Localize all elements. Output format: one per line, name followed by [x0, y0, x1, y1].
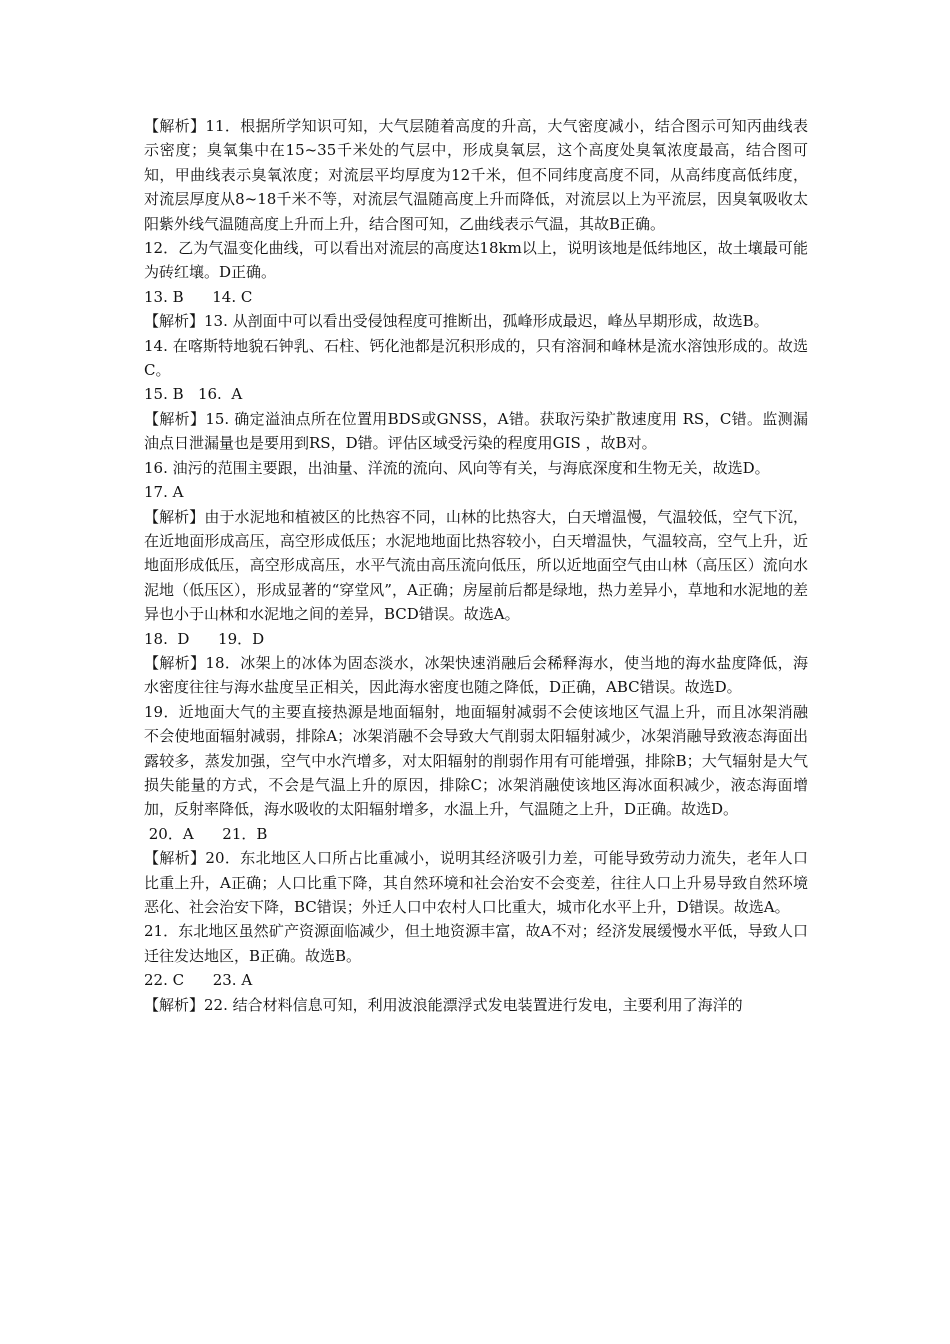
- analysis-q12: 12．乙为气温变化曲线，可以看出对流层的高度达18km以上，说明该地是低纬地区，故土壤最可能为砖红壤。D正确。: [144, 239, 808, 282]
- answer-q13-q14: 13. B 14. C: [144, 287, 253, 306]
- answer-q18-q19: 18. D 19．D: [144, 629, 265, 648]
- analysis-q22: 【解析】22. 结合材料信息可知，利用波浪能漂浮式发电装置进行发电，主要利用了海洋的: [144, 995, 743, 1014]
- answer-q22-q23: 22. C 23. A: [144, 971, 253, 990]
- answer-q20-q21: 20．A 21．B: [144, 824, 268, 843]
- analysis-q18: 【解析】18．冰架上的冰体为固态淡水，冰架快速消融后会稀释海水，使当地的海水盐度降低，海水密度往往与海水盐度呈正相关，因此海水密度也随之降低，D正确，ABC错误。故选D。: [144, 653, 808, 697]
- analysis-q16: 16. 油污的范围主要跟，出油量、洋流的流向、风向等有关，与海底深度和生物无关，故选D。: [144, 458, 770, 477]
- analysis-q13: 【解析】13. 从剖面中可以看出受侵蚀程度可推断出，孤峰形成最迟，峰丛早期形成，故选B。: [144, 312, 769, 331]
- analysis-q11: 【解析】11．根据所学知识可知，大气层随着高度的升高，大气密度减小，结合图示可知丙曲线表示密度；臭氧集中在15~35千米处的气层中，形成臭氧层，这个高度处臭氧浓度最高，结合图可知，甲曲线表示臭氧浓度；对流层平均厚度为12千米，但不同纬度高度不同，从高纬度高低纬度，对流层厚度从8~18千米不等，对流层气温随高度上升而降低，对流层以上为平流层，因臭氧吸收太阳紫外线气温随高度上升而上升，结合图可知，乙曲线表示气温，其故B正确。: [144, 117, 808, 233]
- analysis-q17: 【解析】由于水泥地和植被区的比热容不同，山林的比热容大，白天增温慢，气温较低，空气下沉，在近地面形成高压，高空形成低压；水泥地地面比热容较小，白天增温快，气温较高，空气上升，近地面形成低压，高空形成高压，水平气流由高压流向低压，所以近地面空气由山林（高压区）流向水泥地（低压区），形成显著的“穿堂风”，A正确；房屋前后都是绿地，热力差异小，草地和水泥地的差异也小于山林和水泥地之间的差异，BCD错误。故选A。: [144, 507, 808, 624]
- analysis-q21: 21．东北地区虽然矿产资源面临减少，但土地资源丰富，故A不对；经济发展缓慢水平低，导致人口迁往发达地区，B正确。故选B。: [144, 922, 808, 965]
- analysis-q19: 19．近地面大气的主要直接热源是地面辐射，地面辐射减弱不会使该地区气温上升，而且冰架消融不会使地面辐射减弱，排除A；冰架消融不会导致大气削弱太阳辐射减少，冰架消融导致液态海面出露较多，蒸发加强，空气中水汽增多，对太阳辐射的削弱作用有可能增强，排除B；大气辐射是大气损失能量的方式，不会是气温上升的原因，排除C；冰架消融使该地区海冰面积减少，液态海面增加，反射率降低，海水吸收的太阳辐射增多，水温上升，气温随之上升，D正确。故选D。: [144, 702, 808, 819]
- answer-q15-q16: 15. B 16. A: [144, 385, 243, 404]
- answer-analysis-page: [144, 114, 808, 1017]
- answer-q17: 17. A: [144, 483, 184, 502]
- analysis-q15: 【解析】15. 确定溢油点所在位置用BDS或GNSS，A错。获取污染扩散速度用 RS，C错。监测漏油点日泄漏量也是要用到RS，D错。评估区域受污染的程度用GIS ，故B对。: [144, 409, 808, 453]
- analysis-q14: 14. 在喀斯特地貌石钟乳、石柱、钙化池都是沉积形成的，只有溶洞和峰林是流水溶蚀形成的。故选C。: [144, 336, 808, 380]
- analysis-q20: 【解析】20．东北地区人口所占比重减小，说明其经济吸引力差，可能导致劳动力流失，老年人口比重上升，A正确；人口比重下降，其自然环境和社会治安不会变差，往往人口上升易导致自然环境恶化、社会治安下降，BC错误；外迁人口中农村人口比重大，城市化水平上升，D错误。故选A。: [144, 849, 808, 916]
